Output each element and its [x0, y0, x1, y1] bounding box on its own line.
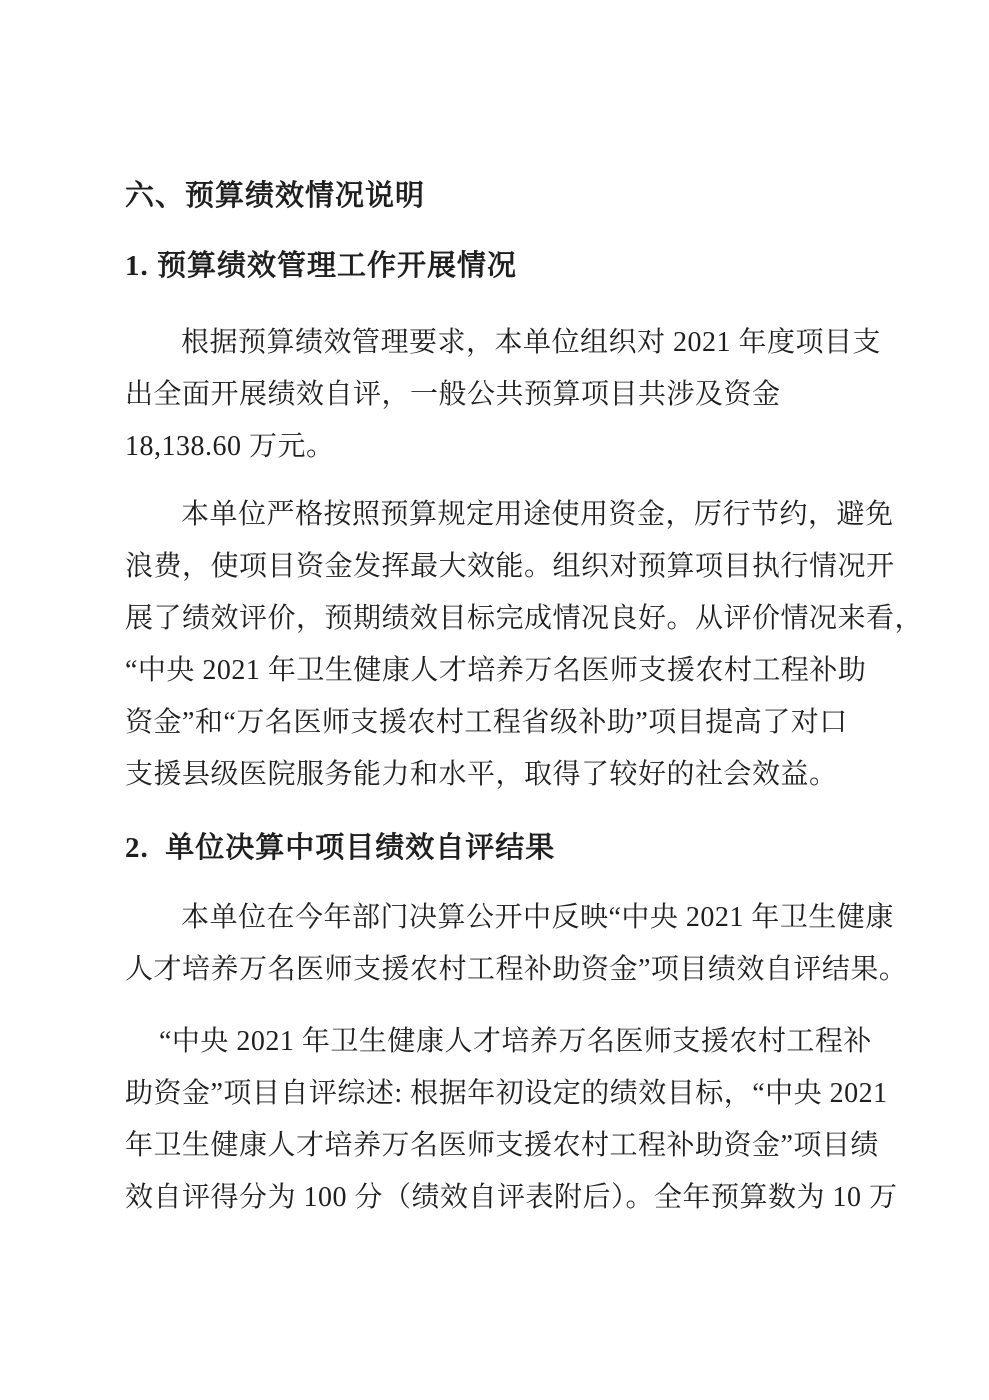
- text-line: 助资金”项目自评综述: 根据年初设定的绩效目标，“中央 2021: [125, 1078, 888, 1109]
- text-line: “中央 2021 年卫生健康人才培养万名医师支援农村工程补: [159, 1026, 872, 1057]
- text-line: 支援县级医院服务能力和水平，取得了较好的社会效益。: [125, 759, 838, 790]
- paragraph-fund-usage: [125, 489, 924, 801]
- text-line: 18,138.60 万元。: [125, 431, 335, 462]
- paragraph-budget-scope: [125, 317, 882, 473]
- text-line: 人才培养万名医师支援农村工程补助资金”项目绩效自评结果。: [125, 954, 908, 985]
- text-line: 本单位严格按照预算规定用途使用资金，厉行节约，避免: [181, 499, 894, 530]
- paragraph-self-evaluation-disclosure: [125, 892, 908, 996]
- paragraph-self-evaluation-summary: [125, 1016, 898, 1224]
- text-line: 展了绩效评价，预期绩效目标完成情况良好。从评价情况来看，: [125, 603, 924, 634]
- section-heading: 六、预算绩效情况说明: [125, 180, 426, 212]
- subsection-1-heading: 1. 预算绩效管理工作开展情况: [125, 250, 518, 282]
- text-line: 资金”和“万名医师支援农村工程省级补助”项目提高了对口: [125, 707, 848, 738]
- text-line: 浪费，使项目资金发挥最大效能。组织对预算项目执行情况开: [125, 551, 895, 582]
- text-line: 本单位在今年部门决算公开中反映“中央 2021 年卫生健康: [181, 902, 894, 933]
- text-line: 根据预算绩效管理要求，本单位组织对 2021 年度项目支: [181, 327, 882, 358]
- subsection-2-heading: 2. 单位决算中项目绩效自评结果: [125, 832, 556, 864]
- text-line: “中央 2021 年卫生健康人才培养万名医师支援农村工程补助: [125, 655, 867, 686]
- text-line: 出全面开展绩效自评，一般公共预算项目共涉及资金: [125, 379, 781, 410]
- text-line: 效自评得分为 100 分（绩效自评表附后）。全年预算数为 10 万: [125, 1182, 898, 1213]
- text-line: 年卫生健康人才培养万名医师支援农村工程补助资金”项目绩: [125, 1130, 879, 1161]
